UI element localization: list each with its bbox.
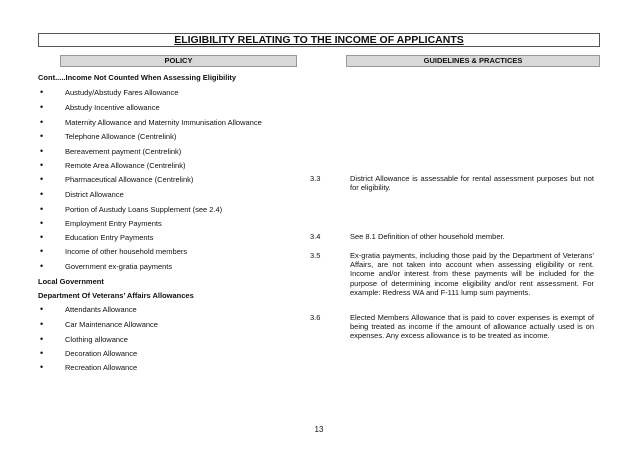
bullet-icon: • bbox=[40, 102, 44, 112]
bullet-icon: • bbox=[40, 117, 44, 127]
bullet-icon: • bbox=[40, 218, 44, 228]
bullet-icon: • bbox=[40, 174, 44, 184]
guideline-text: Ex-gratia payments, including those paid by the Department of Veterans’ Affairs, are not taken into account when assessing eligibility or rent. Income and/or interest from these payments will be included for the purpose of determining income eligibility and/or rent assessment. For example: Redress WA and F-111 lump sum payments. bbox=[350, 251, 594, 297]
guideline-text: Elected Members Allowance that is paid to cover expenses is exempt of being treated as income if the amount of allowance actually used is on expenses. Any excess allowance is to be treated as income. bbox=[350, 313, 594, 341]
guideline-number: 3.6 bbox=[310, 313, 321, 322]
bullet-icon: • bbox=[40, 131, 44, 141]
bullet-icon: • bbox=[40, 362, 44, 372]
policy-heading: Cont.....Income Not Counted When Assessing Eligibility bbox=[38, 73, 237, 82]
guideline-number: 3.3 bbox=[310, 174, 321, 183]
bullet-icon: • bbox=[40, 204, 44, 214]
local-government-heading: Local Government bbox=[38, 277, 104, 286]
bullet-icon: • bbox=[40, 304, 44, 314]
guideline-number: 3.4 bbox=[310, 232, 321, 241]
bullet-icon: • bbox=[40, 261, 44, 271]
guideline-text: See 8.1 Definition of other household member. bbox=[350, 232, 505, 241]
bullet-icon: • bbox=[40, 87, 44, 97]
bullet-icon: • bbox=[40, 189, 44, 199]
bullet-icon: • bbox=[40, 319, 44, 329]
policy-header: POLICY bbox=[60, 55, 297, 67]
bullet-icon: • bbox=[40, 246, 44, 256]
bullet-icon: • bbox=[40, 160, 44, 170]
bullet-icon: • bbox=[40, 232, 44, 242]
page-number: 13 bbox=[314, 425, 324, 434]
bullet-icon: • bbox=[40, 348, 44, 358]
bullet-icon: • bbox=[40, 146, 44, 156]
guidelines-header: GUIDELINES & PRACTICES bbox=[346, 55, 600, 67]
guideline-text: District Allowance is assessable for rental assessment purposes but not for eligibility. bbox=[350, 174, 594, 193]
guideline-number: 3.5 bbox=[310, 251, 321, 260]
page-title: ELIGIBILITY RELATING TO THE INCOME OF APPLICANTS bbox=[38, 33, 600, 47]
bullet-icon: • bbox=[40, 334, 44, 344]
dva-heading: Department Of Veterans’ Affairs Allowances bbox=[38, 291, 194, 300]
